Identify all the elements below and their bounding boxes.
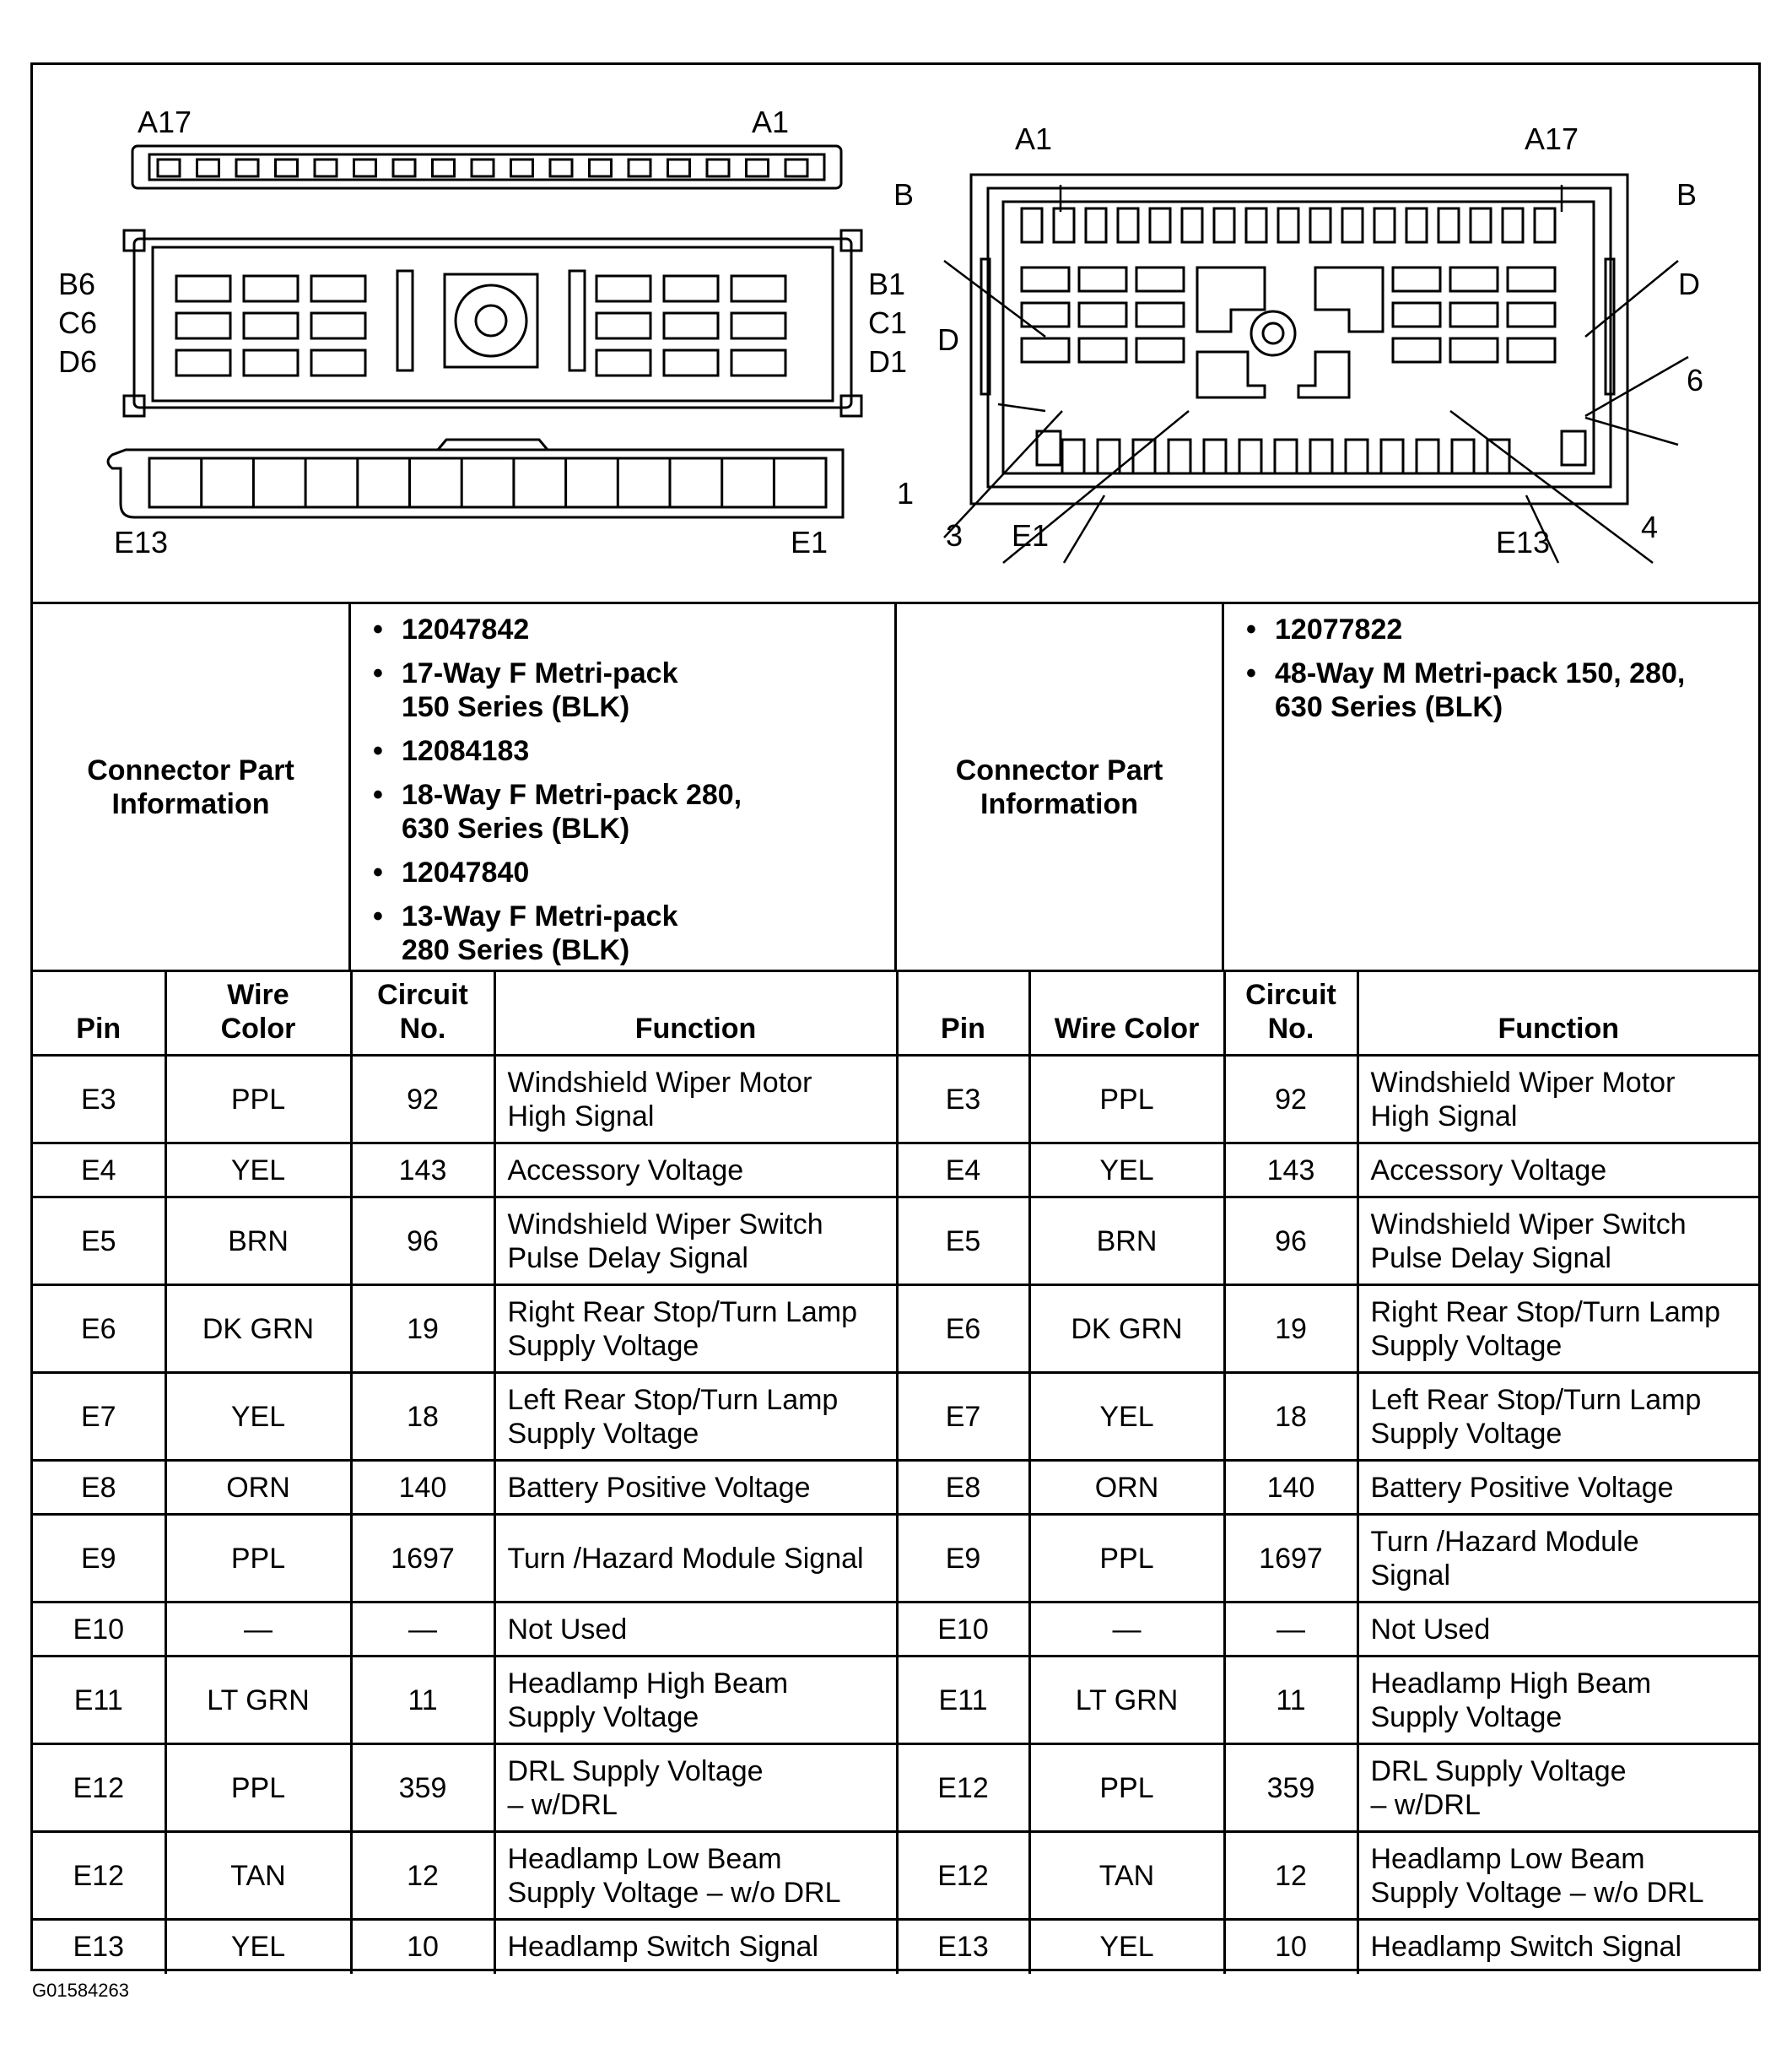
label-left-c1: C1	[868, 305, 908, 340]
pin-cavity	[1239, 440, 1261, 473]
pin-cell: E9	[897, 1515, 1029, 1602]
pin-cavity	[433, 159, 455, 176]
wire-color-cell: LT GRN	[165, 1657, 351, 1744]
header-circuit-left: Circuit No.	[351, 971, 494, 1056]
circuit-cell: 96	[1224, 1197, 1357, 1285]
header-wire-color-right: Wire Color	[1029, 971, 1224, 1056]
wire-color-cell: BRN	[165, 1197, 351, 1285]
pin-cell: E5	[33, 1197, 165, 1285]
pin-cavity	[244, 276, 298, 301]
table-row	[33, 1461, 1758, 1515]
circuit-cell: —	[351, 1602, 494, 1657]
function-cell: Headlamp Switch Signal	[494, 1920, 897, 1974]
table-row	[33, 1285, 1758, 1373]
circuit-cell: 12	[351, 1832, 494, 1920]
left-13-way-connector	[108, 440, 843, 517]
pin-table	[33, 970, 1758, 1974]
wire-color-cell: PPL	[165, 1056, 351, 1143]
pin-cavity	[315, 159, 337, 176]
pin-cavity	[1346, 440, 1368, 473]
function-cell: Accessory Voltage	[494, 1143, 897, 1197]
connector-sheet	[30, 62, 1761, 1971]
function-cell: Right Rear Stop/Turn Lamp Supply Voltage	[494, 1285, 897, 1373]
pin-cavity	[1508, 338, 1555, 362]
pin-cavity	[311, 276, 365, 301]
pin-cell: E8	[897, 1461, 1029, 1515]
pin-cavity	[1204, 440, 1226, 473]
pin-cavity	[664, 350, 718, 376]
label-left-d6: D6	[58, 344, 98, 379]
right-info-list	[1224, 604, 1758, 724]
function-cell: Battery Positive Voltage	[1357, 1461, 1758, 1515]
pin-cell: E11	[33, 1657, 165, 1744]
right-info-item: • 48-Way M Metri-pack 150, 280, 630 Series (BLK)	[1275, 657, 1758, 724]
label-right-d-right: D	[1678, 267, 1700, 301]
pin-cell: E7	[897, 1373, 1029, 1461]
pin-cavity	[244, 350, 298, 376]
circuit-cell: 18	[351, 1373, 494, 1461]
wire-color-cell: LT GRN	[1029, 1657, 1224, 1744]
circuit-cell: 143	[351, 1143, 494, 1197]
wire-color-cell: TAN	[165, 1832, 351, 1920]
header-pin-left: Pin	[33, 971, 165, 1056]
pin-cavity	[1393, 268, 1440, 291]
function-cell: Turn /Hazard Module Signal	[494, 1515, 897, 1602]
left-info-item: • 12084183	[402, 734, 894, 768]
circuit-cell: 92	[351, 1056, 494, 1143]
pin-cavity	[158, 159, 180, 176]
pin-cavity	[176, 276, 230, 301]
pin-cavity	[731, 276, 785, 301]
pin-cavity	[1136, 268, 1184, 291]
circuit-cell: 1697	[1224, 1515, 1357, 1602]
left-info-label: Connector Part Information	[33, 604, 351, 970]
pin-cavity	[1086, 208, 1106, 242]
wire-color-cell: TAN	[1029, 1832, 1224, 1920]
table-header-row	[33, 971, 1758, 1056]
pin-cavity	[311, 313, 365, 338]
wire-color-cell: YEL	[165, 1143, 351, 1197]
table-row	[33, 1143, 1758, 1197]
circuit-cell: 359	[1224, 1744, 1357, 1832]
circuit-cell: 140	[351, 1461, 494, 1515]
pin-cavity	[176, 313, 230, 338]
label-left-d1: D1	[868, 344, 908, 379]
pin-cell: E4	[33, 1143, 165, 1197]
table-row	[33, 1373, 1758, 1461]
label-right-a1: A1	[1015, 122, 1053, 156]
wire-color-cell: DK GRN	[165, 1285, 351, 1373]
function-cell: Windshield Wiper Motor High Signal	[1357, 1056, 1758, 1143]
pin-cavity	[1079, 268, 1126, 291]
pin-cavity	[1150, 208, 1170, 242]
left-info-list	[351, 604, 894, 967]
circuit-cell: 11	[351, 1657, 494, 1744]
circuit-cell: 359	[351, 1744, 494, 1832]
function-cell: Left Rear Stop/Turn Lamp Supply Voltage	[1357, 1373, 1758, 1461]
wire-color-cell: BRN	[1029, 1197, 1224, 1285]
function-cell: Windshield Wiper Motor High Signal	[494, 1056, 897, 1143]
circuit-cell: —	[1224, 1602, 1357, 1657]
pin-cavity	[1182, 208, 1202, 242]
label-right-d-left: D	[937, 322, 959, 357]
pin-cavity	[1452, 440, 1474, 473]
header-pin-right: Pin	[897, 971, 1029, 1056]
circuit-cell: 143	[1224, 1143, 1357, 1197]
function-cell: Headlamp Low Beam Supply Voltage – w/o DRL	[1357, 1832, 1758, 1920]
pin-cavity	[176, 350, 230, 376]
pin-cavity	[236, 159, 258, 176]
wire-color-cell: ORN	[165, 1461, 351, 1515]
pin-cell: E4	[897, 1143, 1029, 1197]
pin-cavity	[664, 313, 718, 338]
header-wire-color-left: Wire Color	[165, 971, 351, 1056]
pin-cavity	[596, 313, 650, 338]
label-right-a17: A17	[1525, 122, 1579, 156]
pin-cell: E12	[33, 1832, 165, 1920]
pin-cell: E10	[897, 1602, 1029, 1657]
table-row	[33, 1197, 1758, 1285]
pin-cavity	[1169, 440, 1190, 473]
pin-cavity	[1062, 440, 1084, 473]
pin-cavity	[1438, 208, 1459, 242]
function-cell: Headlamp High Beam Supply Voltage	[494, 1657, 897, 1744]
pin-cavity	[1508, 303, 1555, 327]
pin-cavity	[596, 350, 650, 376]
wire-color-cell: —	[1029, 1602, 1224, 1657]
table-row	[33, 1744, 1758, 1832]
label-right-1: 1	[897, 476, 915, 511]
left-info-item: • 12047840	[402, 856, 894, 889]
pin-cavity	[1450, 338, 1498, 362]
label-right-b-left: B	[893, 177, 915, 212]
left-info-item: • 12047842	[402, 613, 894, 646]
wire-color-cell: PPL	[1029, 1744, 1224, 1832]
function-cell: Turn /Hazard Module Signal	[1357, 1515, 1758, 1602]
wire-color-cell: PPL	[1029, 1515, 1224, 1602]
circuit-cell: 92	[1224, 1056, 1357, 1143]
circuit-cell: 18	[1224, 1373, 1357, 1461]
pin-cell: E12	[897, 1832, 1029, 1920]
pin-cavity	[629, 159, 650, 176]
pin-cavity	[731, 350, 785, 376]
label-right-e1: E1	[1012, 518, 1050, 553]
header-function-left: Function	[494, 971, 897, 1056]
pin-cavity	[311, 350, 365, 376]
table-row	[33, 1920, 1758, 1974]
left-17-way-connector	[132, 146, 841, 188]
pin-cavity	[511, 159, 533, 176]
left-info-item: • 13-Way F Metri-pack 280 Series (BLK)	[402, 900, 894, 967]
pin-cavity	[1406, 208, 1427, 242]
pin-cell: E10	[33, 1602, 165, 1657]
pin-cavity	[244, 313, 298, 338]
wire-color-cell: PPL	[165, 1744, 351, 1832]
pin-cavity	[1278, 208, 1298, 242]
pin-cell: E6	[33, 1285, 165, 1373]
right-info-list-cell	[1224, 604, 1758, 970]
label-left-e13: E13	[114, 525, 169, 559]
function-cell: Headlamp High Beam Supply Voltage	[1357, 1657, 1758, 1744]
wire-color-cell: YEL	[1029, 1143, 1224, 1197]
pin-cavity	[707, 159, 729, 176]
pin-cavity	[472, 159, 494, 176]
connector-part-info	[33, 602, 1758, 970]
function-cell: Not Used	[494, 1602, 897, 1657]
pin-cavity	[664, 276, 718, 301]
function-cell: DRL Supply Voltage – w/DRL	[1357, 1744, 1758, 1832]
function-cell: Accessory Voltage	[1357, 1143, 1758, 1197]
function-cell: Battery Positive Voltage	[494, 1461, 897, 1515]
function-cell: Right Rear Stop/Turn Lamp Supply Voltage	[1357, 1285, 1758, 1373]
function-cell: Not Used	[1357, 1602, 1758, 1657]
pin-cavity	[1022, 268, 1069, 291]
circuit-cell: 1697	[351, 1515, 494, 1602]
function-cell: Left Rear Stop/Turn Lamp Supply Voltage	[494, 1373, 897, 1461]
pin-cell: E3	[33, 1056, 165, 1143]
pin-cavity	[1098, 440, 1120, 473]
wire-color-cell: YEL	[1029, 1373, 1224, 1461]
wire-color-cell: YEL	[165, 1373, 351, 1461]
pin-cavity	[1374, 208, 1395, 242]
pin-cavity	[1136, 303, 1184, 327]
left-18-way-connector	[124, 230, 861, 416]
pin-cavity	[1118, 208, 1138, 242]
function-cell: Windshield Wiper Switch Pulse Delay Signal	[494, 1197, 897, 1285]
pin-cavity	[1214, 208, 1234, 242]
circuit-cell: 10	[351, 1920, 494, 1974]
wire-color-cell: PPL	[165, 1515, 351, 1602]
pin-cavity	[1022, 208, 1042, 242]
pin-cavity	[1275, 440, 1297, 473]
pin-cell: E9	[33, 1515, 165, 1602]
label-right-3: 3	[946, 518, 963, 553]
right-48-way-connector	[971, 175, 1627, 504]
pin-cell: E13	[897, 1920, 1029, 1974]
pin-cavity	[1471, 208, 1491, 242]
circuit-cell: 11	[1224, 1657, 1357, 1744]
pin-cavity	[1503, 208, 1523, 242]
circuit-cell: 19	[1224, 1285, 1357, 1373]
pin-cavity	[276, 159, 298, 176]
pin-cell: E12	[897, 1744, 1029, 1832]
pin-cavity	[1133, 440, 1155, 473]
label-left-a1: A1	[752, 105, 790, 139]
left-info-item: • 18-Way F Metri-pack 280, 630 Series (BLK)	[402, 778, 894, 846]
wire-color-cell: PPL	[1029, 1056, 1224, 1143]
pin-cell: E3	[897, 1056, 1029, 1143]
pin-cell: E8	[33, 1461, 165, 1515]
wire-color-cell: DK GRN	[1029, 1285, 1224, 1373]
pin-cavity	[747, 159, 769, 176]
pin-cell: E6	[897, 1285, 1029, 1373]
circuit-cell: 140	[1224, 1461, 1357, 1515]
label-right-4: 4	[1641, 510, 1659, 544]
pin-cavity	[197, 159, 219, 176]
pin-cavity	[1054, 208, 1074, 242]
label-left-c6: C6	[58, 305, 98, 340]
pin-cavity	[1535, 208, 1555, 242]
circuit-cell: 19	[351, 1285, 494, 1373]
function-cell: Headlamp Low Beam Supply Voltage – w/o DRL	[494, 1832, 897, 1920]
pin-cell: E5	[897, 1197, 1029, 1285]
pin-cavity	[1487, 440, 1509, 473]
header-circuit-right: Circuit No.	[1224, 971, 1357, 1056]
function-cell: Windshield Wiper Switch Pulse Delay Signal	[1357, 1197, 1758, 1285]
label-right-6: 6	[1687, 363, 1704, 397]
pin-cell: E12	[33, 1744, 165, 1832]
circuit-cell: 12	[1224, 1832, 1357, 1920]
pin-cell: E13	[33, 1920, 165, 1974]
wire-color-cell: YEL	[165, 1920, 351, 1974]
label-left-e1: E1	[791, 525, 829, 559]
pin-cavity	[1136, 338, 1184, 362]
connector-diagrams	[33, 65, 1758, 602]
pin-cell: E7	[33, 1373, 165, 1461]
table-row	[33, 1515, 1758, 1602]
pin-cavity	[590, 159, 612, 176]
wire-color-cell: —	[165, 1602, 351, 1657]
pin-cavity	[668, 159, 690, 176]
pin-cavity	[393, 159, 415, 176]
pin-cavity	[1508, 268, 1555, 291]
label-left-b6: B6	[58, 267, 96, 301]
pin-cavity	[1022, 338, 1069, 362]
pin-cavity	[1310, 440, 1332, 473]
wire-color-cell: YEL	[1029, 1920, 1224, 1974]
table-row	[33, 1657, 1758, 1744]
table-row	[33, 1056, 1758, 1143]
header-function-right: Function	[1357, 971, 1758, 1056]
wire-color-cell: ORN	[1029, 1461, 1224, 1515]
pin-cavity	[1393, 338, 1440, 362]
figure-id: G01584263	[32, 1980, 129, 2001]
left-info-list-cell	[351, 604, 897, 970]
label-left-b1: B1	[868, 267, 906, 301]
function-cell: Headlamp Switch Signal	[1357, 1920, 1758, 1974]
right-info-item: • 12077822	[1275, 613, 1758, 646]
connector-drawing	[33, 65, 1758, 602]
pin-cavity	[1450, 268, 1498, 291]
pin-cavity	[1381, 440, 1403, 473]
pin-cavity	[1342, 208, 1363, 242]
pin-cavity	[550, 159, 572, 176]
left-info-item: • 17-Way F Metri-pack 150 Series (BLK)	[402, 657, 894, 724]
label-left-a17: A17	[138, 105, 192, 139]
pin-cell: E11	[897, 1657, 1029, 1744]
pin-cavity	[596, 276, 650, 301]
pin-cavity	[1450, 303, 1498, 327]
pin-cavity	[1079, 303, 1126, 327]
pin-table-body	[33, 1056, 1758, 1974]
label-right-b-right: B	[1676, 177, 1698, 212]
circuit-cell: 10	[1224, 1920, 1357, 1974]
label-right-e13: E13	[1496, 525, 1551, 559]
pin-cavity	[354, 159, 376, 176]
pin-cavity	[1310, 208, 1331, 242]
function-cell: DRL Supply Voltage – w/DRL	[494, 1744, 897, 1832]
circuit-cell: 96	[351, 1197, 494, 1285]
pin-cavity	[1079, 338, 1126, 362]
table-row	[33, 1602, 1758, 1657]
table-row	[33, 1832, 1758, 1920]
pin-cavity	[1417, 440, 1438, 473]
pin-cavity	[1393, 303, 1440, 327]
right-info-label: Connector Part Information	[897, 604, 1224, 970]
pin-cavity	[1246, 208, 1266, 242]
pin-cavity	[785, 159, 807, 176]
pin-cavity	[731, 313, 785, 338]
